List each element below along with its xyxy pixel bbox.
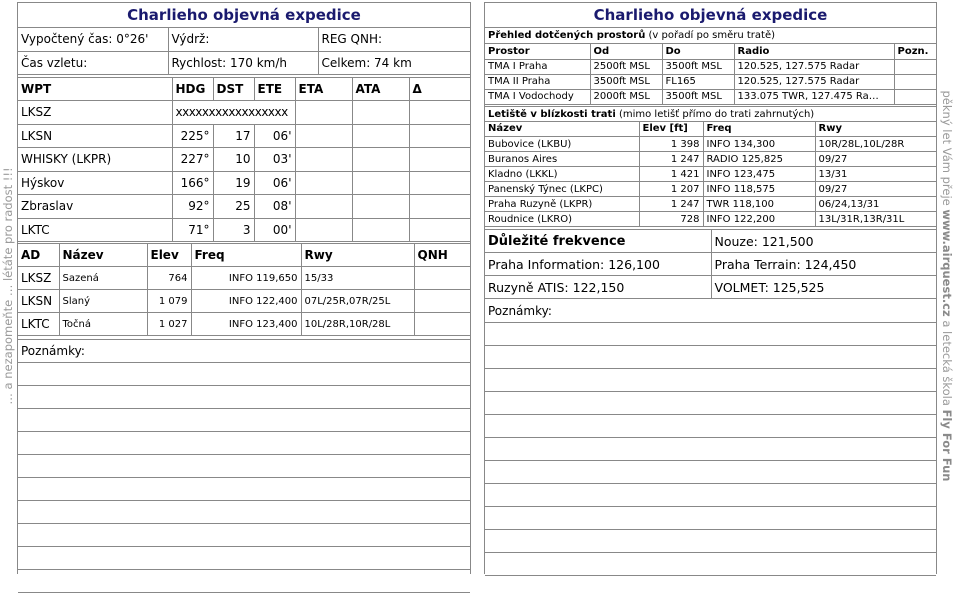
col-qnh: QNH [414,244,470,267]
col-pozn: Pozn. [894,44,936,59]
wpt-delta[interactable] [409,171,470,195]
ad-elev: 764 [147,267,191,290]
airport-elev: 1 247 [639,152,703,167]
aerodrome-table [18,243,470,336]
ad-freq: INFO 123,400 [191,313,301,336]
nearby-airports-table [485,122,936,228]
col-hdg: HDG [172,77,213,101]
wpt-delta[interactable] [409,218,470,242]
col-wpt: WPT [18,77,172,101]
ad-elev: 1 027 [147,313,191,336]
col-elev-ft: Elev [ft] [639,122,703,137]
airport-elev: 1 247 [639,197,703,212]
airspace-note: (v pořadí po směru tratě) [648,30,776,41]
airport-freq: TWR 118,100 [703,197,815,212]
col-elev: Elev [147,244,191,267]
ad-freq: INFO 119,650 [191,267,301,290]
flyforfun-name: Fly For Fun [940,409,954,482]
waypoint-row [18,195,470,219]
airquest-link[interactable]: www.airquest.cz [940,209,954,317]
endurance: Výdrž: [168,28,318,51]
flight-info-table [18,28,470,75]
wpt-hdg: 225° [172,124,213,148]
wpt-name: WHISKY (LKPR) [18,148,172,172]
aerodrome-row [18,313,470,336]
wpt-eta[interactable] [295,124,352,148]
airports-section-title [485,106,936,122]
airspace-row [485,89,936,104]
ad-name: Točná [59,313,147,336]
wpt-eta[interactable] [295,101,352,125]
airport-elev: 728 [639,212,703,227]
freq-emergency: Nouze: 121,500 [711,230,936,253]
airport-freq: RADIO 125,825 [703,152,815,167]
wpt-ete: 06' [254,124,295,148]
airspace-row [485,74,936,89]
wpt-ata[interactable] [352,218,409,242]
ad-rwy: 10L/28R,10R/28L [301,313,414,336]
airspace-radio: 120.525, 127.575 Radar [734,74,894,89]
col-nazev: Název [485,122,639,137]
ad-rwy: 15/33 [301,267,414,290]
takeoff-time: Čas vzletu: [18,51,168,74]
airspace-name: TMA I Vodochody [485,89,590,104]
col-od: Od [590,44,662,59]
airport-freq: INFO 118,575 [703,182,815,197]
airspace-table [485,44,936,105]
info-row [18,28,470,51]
wpt-dst: 25 [213,195,254,219]
right-notes[interactable] [485,300,936,576]
airspace-section-title [485,28,936,44]
wpt-hdg: xxxxxxxxxxxxxxxxx [172,101,295,125]
ad-code: LKSZ [18,267,59,290]
airport-rwy: 13L/31R,13R/31L [815,212,936,227]
ad-code: LKTC [18,313,59,336]
airport-rwy: 13/31 [815,167,936,182]
wpt-name: Hýskov [18,171,172,195]
right-title: Charlieho objevná expedice [485,3,936,28]
right-notes-lines [485,322,936,576]
important-frequencies-table [485,229,936,299]
wpt-hdg: 227° [172,148,213,172]
airport-freq: INFO 134,300 [703,137,815,152]
wpt-delta[interactable] [409,101,470,125]
aerodrome-row [18,290,470,313]
flight-log-left-panel [17,2,471,574]
airports-title: Letiště v blízkosti trati [488,108,616,120]
freq-row [485,230,936,253]
airport-rwy: 09/27 [815,152,936,167]
wpt-name: LKTC [18,218,172,242]
ad-name: Slaný [59,290,147,313]
wpt-dst: 17 [213,124,254,148]
wpt-ete: 00' [254,218,295,242]
wpt-eta[interactable] [295,148,352,172]
left-notes-label: Poznámky: [21,344,85,358]
col-eta: ETA [295,77,352,101]
freq-row [485,253,936,276]
airport-name: Buranos Aires [485,152,639,167]
airspace-to: FL165 [662,74,734,89]
wpt-name: LKSN [18,124,172,148]
airport-elev: 1 398 [639,137,703,152]
ad-rwy: 07L/25R,07R/25L [301,290,414,313]
col-ete: ETE [254,77,295,101]
waypoint-row [18,171,470,195]
airport-rwy: 09/27 [815,182,936,197]
wpt-eta[interactable] [295,195,352,219]
info-row [18,51,470,74]
waypoint-row [18,124,470,148]
airport-rwy: 06/24,13/31 [815,197,936,212]
airspace-to: 3500ft MSL [662,59,734,74]
waypoint-row [18,101,470,125]
airport-row [485,182,936,197]
reg-qnh: REG QNH: [318,28,470,51]
airports-header-row [485,122,936,137]
side-right-part: a letecká škola [940,316,954,410]
ad-qnh[interactable] [414,313,470,336]
wpt-dst: 19 [213,171,254,195]
airspace-radio: 120.525, 127.575 Radar [734,59,894,74]
airspace-note-cell [894,59,936,74]
airport-freq: INFO 123,475 [703,167,815,182]
airspace-from: 2000ft MSL [590,89,662,104]
airport-freq: INFO 122,200 [703,212,815,227]
airspace-note-cell [894,74,936,89]
airport-name: Kladno (LKKL) [485,167,639,182]
wpt-dst: 3 [213,218,254,242]
freq-ruzyne-atis: Ruzyně ATIS: 122,150 [485,276,711,299]
wpt-delta[interactable] [409,124,470,148]
ad-freq: INFO 122,400 [191,290,301,313]
aerodrome-header-row [18,244,470,267]
wpt-ete: 03' [254,148,295,172]
freq-praha-info: Praha Information: 126,100 [485,253,711,276]
col-dst: DST [213,77,254,101]
airspace-radio: 133.075 TWR, 127.475 Ra… [734,89,894,104]
wpt-eta[interactable] [295,218,352,242]
col-prostor: Prostor [485,44,590,59]
freq-row [485,276,936,299]
wpt-ete: 08' [254,195,295,219]
ad-elev: 1 079 [147,290,191,313]
speed: Rychlost: 170 km/h [168,51,318,74]
freq-title: Důležité frekvence [485,230,711,253]
wpt-hdg: 92° [172,195,213,219]
ad-qnh[interactable] [414,267,470,290]
airport-name: Praha Ruzyně (LKPR) [485,197,639,212]
airspace-header-row [485,44,936,59]
wpt-ata[interactable] [352,101,409,125]
airport-rwy: 10R/28L,10L/28R [815,137,936,152]
wpt-hdg: 71° [172,218,213,242]
aerodrome-row [18,267,470,290]
col-name: Název [59,244,147,267]
wpt-delta[interactable] [409,195,470,219]
col-do: Do [662,44,734,59]
airport-name: Bubovice (LKBU) [485,137,639,152]
ad-name: Sazená [59,267,147,290]
col-ad: AD [18,244,59,267]
wpt-dst: 10 [213,148,254,172]
wpt-eta[interactable] [295,171,352,195]
wpt-hdg: 166° [172,171,213,195]
airport-row [485,197,936,212]
airport-row [485,152,936,167]
waypoint-row [18,218,470,242]
airport-elev: 1 207 [639,182,703,197]
airspace-name: TMA I Praha [485,59,590,74]
col-freq: Freq [703,122,815,137]
airport-name: Roudnice (LKRO) [485,212,639,227]
airspace-row [485,59,936,74]
airport-name: Panenský Týnec (LKPC) [485,182,639,197]
col-ata: ATA [352,77,409,101]
waypoint-row [18,148,470,172]
side-slogan-right-text [940,91,954,482]
wpt-ata[interactable] [352,148,409,172]
left-notes[interactable] [18,339,470,593]
flight-info-right-panel [484,2,937,574]
col-rwy: Rwy [815,122,936,137]
right-notes-label: Poznámky: [488,304,552,318]
freq-volmet: VOLMET: 125,525 [711,276,936,299]
wpt-name: LKSZ [18,101,172,125]
airspace-to: 3500ft MSL [662,89,734,104]
wpt-ete: 06' [254,171,295,195]
side-slogan-left [0,0,16,572]
airport-row [485,167,936,182]
freq-praha-terrain: Praha Terrain: 124,450 [711,253,936,276]
col-freq: Freq [191,244,301,267]
wpt-ata[interactable] [352,124,409,148]
calc-time: Vypočtený čas: 0°26' [18,28,168,51]
waypoint-table [18,77,470,243]
total-distance: Celkem: 74 km [318,51,470,74]
waypoint-header-row [18,77,470,101]
wpt-name: Zbraslav [18,195,172,219]
airspace-name: TMA II Praha [485,74,590,89]
side-right-part: pěkný let Vám přeje [940,90,954,210]
airspace-from: 3500ft MSL [590,74,662,89]
airspace-from: 2500ft MSL [590,59,662,74]
wpt-ata[interactable] [352,195,409,219]
airport-elev: 1 421 [639,167,703,182]
side-slogan-right [938,0,956,572]
airport-row [485,137,936,152]
airspace-note-cell [894,89,936,104]
airport-row [485,212,936,227]
left-notes-lines [18,362,470,593]
wpt-delta[interactable] [409,148,470,172]
col-rwy: Rwy [301,244,414,267]
left-title: Charlieho objevná expedice [18,3,470,28]
side-slogan-left-text: … a nezapomeňte … létáte pro radost !!! [1,167,15,405]
col-delta: Δ [409,77,470,101]
wpt-ata[interactable] [352,171,409,195]
ad-qnh[interactable] [414,290,470,313]
airports-note: (mimo letišť přímo do trati zahrnutých) [618,108,815,120]
ad-code: LKSN [18,290,59,313]
col-radio: Radio [734,44,894,59]
airspace-title: Přehled dotčených prostorů [488,30,646,41]
